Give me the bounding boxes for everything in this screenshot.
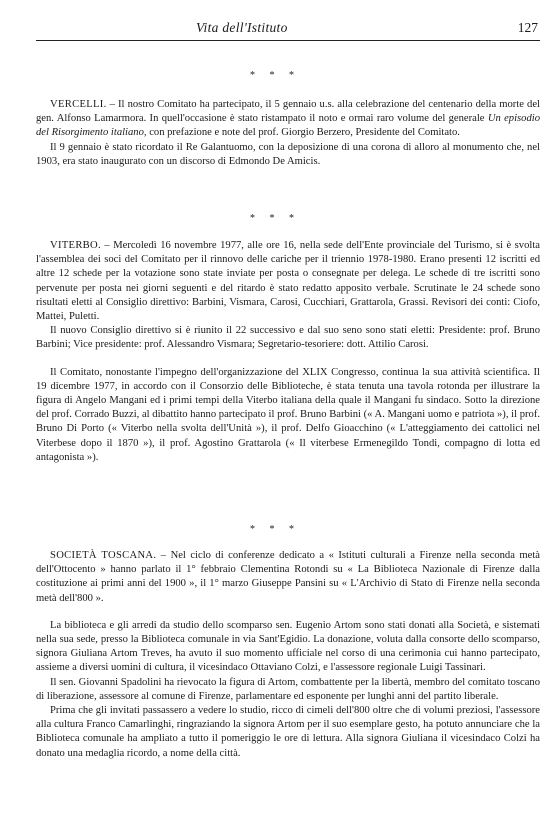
running-title: Vita dell'Istituto [196,20,288,35]
toscana-paragraph-1: SOCIETÀ TOSCANA. – Nel ciclo di conferenze dedicato a « Istituti culturali a Firenze nella seconda metà dell'Ottocento » hanno parlato il 1° febbraio Clementina Rotondi su « La Biblioteca Nazionale di Firenze dalla costituzione ai primi anni del 1900 », il 1° marzo Giuseppe Pansini su « L'Archivio di Stato di Firenze nella seconda metà dell'800 ». [36,550,540,604]
toscana-place: SOCIETÀ TOSCANA. [50,550,157,561]
viterbo-paragraph-2: Il nuovo Consiglio direttivo si è riunito il 22 successivo e dal suo seno sono stati eletti: Presidente: prof. Bruno Barbini; Vice presidente: prof. Alessandro Vismara; Segretario-tesoriere: dott. Attilio Carosi. [36,325,540,351]
section-separator: * * * [250,213,300,224]
vercelli-paragraph-2: Il 9 gennaio è stato ricordato il Re Galantuomo, con la deposizione di una corona di alloro al monumento che, nel 1903, era stato inaugurato con un discorso di Edmondo De Amicis. [36,141,540,167]
toscana-paragraph-4: Prima che gli invitati passassero a vedere lo studio, ricco di cimeli dell'800 oltre che di volumi preziosi, l'assessore alla cultura Franco Camarlinghi, ringraziando la signora Artom per il suo esemplare gesto, ha potuto annunciare che la Biblioteca comunale ha ampliato a tutto il pomeriggio le ore di lettura. Alla signora Giuliana il vicesindaco Colzi ha donato una medaglia ricordo, a nome della città. [36,705,540,759]
section-viterbo [36,239,540,465]
section-separator: * * * [250,524,300,535]
viterbo-paragraph-1: VITERBO. – Mercoledì 16 novembre 1977, alle ore 16, nella sede dell'Ente provinciale del Turismo, si è svolta l'assemblea dei soci del Comitato per il rinnovo delle cariche per il triennio 1978-1980. Erano presenti 12 iscritti ed altre 12 schede per la votazione sono state inviate per posta o consegnate per delega. Le schede di tre iscritti sono pervenute per posta nei giorni seguenti e del ritardo è stato redatto apposito verbale. Scrutinate le 24 schede sono risultati eletti al Consiglio direttivo: Barbini, Vismara, Carosi, Cucchiari, Grattarola, Grassi. Revisori dei conti: Ciofo, Mattei, Puletti. [36,240,540,323]
toscana-paragraph-3: Il sen. Giovanni Spadolini ha rievocato la figura di Artom, combattente per la libertà, membro del comitato toscano di liberazione, assessore al comune di Firenze, parlamentare ed esponente per lunghi anni del partito liberale. [36,676,540,702]
vercelli-paragraph-1: VERCELLI. – Il nostro Comitato ha partecipato, il 5 gennaio u.s. alla celebrazione del centenario della morte del gen. Alfonso Lamarmora. In quell'occasione è stato ristampato il noto e ormai raro volume del generale Un episodio del Risorgimento italiano, con prefazione e note del prof. Giorgio Berzero, Presidente del Comitato. [36,99,540,139]
toscana-paragraph-2: La biblioteca e gli arredi da studio dello scomparso sen. Eugenio Artom sono stati donati alla Società, e sistemati nella sua sede, presso la Biblioteca comunale in via Sant'Egidio. La donazione, voluta dalla consorte dello scomparso, signora Giuliana Artom Treves, ha avuto il suo momento ufficiale nel corso di una cerimonia cui hanno partecipato, assieme a diversi uomini di cultura, il vicesindaco Ottaviano Colzi, e l'assessore regionale Luigi Tassinari. [36,619,540,674]
book-title: Un episodio del Risorgimento italiano, [36,113,540,139]
viterbo-paragraph-3: Il Comitato, nonostante l'impegno dell'organizzazione del XLIX Congresso, continua la sua attività scientifica. Il 19 dicembre 1977, in accordo con il Consorzio delle Biblioteche, è stata tenuta una tavola rotonda per illustrare la figura di Angelo Mangani ed i primi tempi della Viterbo italiana della quale il Mangani fu sindaco. Sotto la direzione del prof. Corrado Buzzi, al dibattito hanno partecipato il prof. Bruno Barbini (« A. Mangani uomo e patriota »), il prof. Bruno Di Porto (« Viterbo nella svolta dell'Unità »), il prof. Delfo Gioacchino (« L'atteggiamento dei cattolici nel Viterbese dopo il 1870 »), il prof. Agostino Grattarola (« Il viterbese Ermenegildo Tondi, compagno di lotta ed antagonista »). [36,366,540,463]
section-vercelli [36,98,540,169]
running-header [36,18,540,41]
section-societa-toscana [36,549,540,761]
section-separator: * * * [250,70,300,81]
vercelli-place: VERCELLI. [50,99,107,110]
page-number: 127 [517,20,538,35]
viterbo-place: VITERBO. [50,240,101,251]
